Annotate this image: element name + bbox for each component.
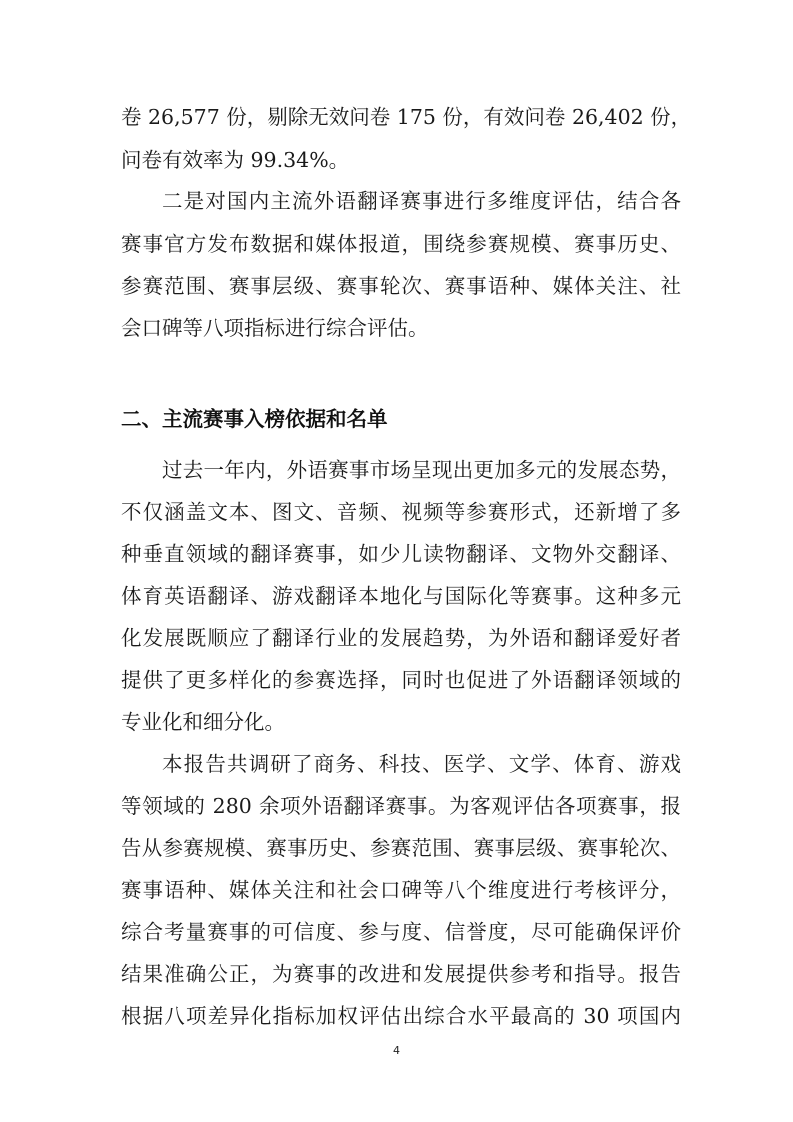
- paragraph-4-line-7: 根据八项差异化指标加权评估出综合水平最高的 30 项国内: [121, 1004, 681, 1028]
- paragraph-4-line-2: 等领域的 280 余项外语翻译赛事。为客观评估各项赛事，报: [121, 794, 681, 818]
- paragraph-2-line-3: 参赛范围、赛事层级、赛事轮次、赛事语种、媒体关注、社: [121, 274, 681, 298]
- paragraph-2-line-1: 二是对国内主流外语翻译赛事进行多维度评估，结合各: [162, 189, 681, 213]
- paragraph-3-line-6: 提供了更多样化的参赛选择，同时也促进了外语翻译领域的: [121, 668, 681, 692]
- paragraph-4-line-5: 综合考量赛事的可信度、参与度、信誉度，尽可能确保评价: [121, 920, 681, 944]
- paragraph-2-line-4: 会口碑等八项指标进行综合评估。: [121, 316, 429, 340]
- paragraph-3-line-2: 不仅涵盖文本、图文、音频、视频等参赛形式，还新增了多: [121, 500, 681, 524]
- paragraph-3-line-4: 体育英语翻译、游戏翻译本地化与国际化等赛事。这种多元: [121, 584, 681, 608]
- paragraph-4-line-4: 赛事语种、媒体关注和社会口碑等八个维度进行考核评分，: [121, 878, 681, 902]
- paragraph-3-line-7: 专业化和细分化。: [121, 710, 285, 734]
- paragraph-2-line-2: 赛事官方发布数据和媒体报道，围绕参赛规模、赛事历史、: [121, 232, 681, 256]
- paragraph-3-line-3: 种垂直领域的翻译赛事，如少儿读物翻译、文物外交翻译、: [121, 542, 681, 566]
- section-heading: 二、主流赛事入榜依据和名单: [121, 407, 388, 431]
- page-number: 4: [393, 1044, 400, 1057]
- paragraph-4-line-1: 本报告共调研了商务、科技、医学、文学、体育、游戏: [162, 752, 681, 776]
- paragraph-3-line-1: 过去一年内，外语赛事市场呈现出更加多元的发展态势，: [162, 458, 681, 482]
- paragraph-1-line-2: 问卷有效率为 99.34%。: [121, 148, 350, 172]
- paragraph-4-line-3: 告从参赛规模、赛事历史、参赛范围、赛事层级、赛事轮次、: [121, 836, 681, 860]
- paragraph-4-line-6: 结果准确公正，为赛事的改进和发展提供参考和指导。报告: [121, 962, 681, 986]
- paragraph-1-line-1: 卷 26,577 份，剔除无效问卷 175 份，有效问卷 26,402 份，: [121, 105, 692, 129]
- paragraph-3-line-5: 化发展既顺应了翻译行业的发展趋势，为外语和翻译爱好者: [121, 626, 681, 650]
